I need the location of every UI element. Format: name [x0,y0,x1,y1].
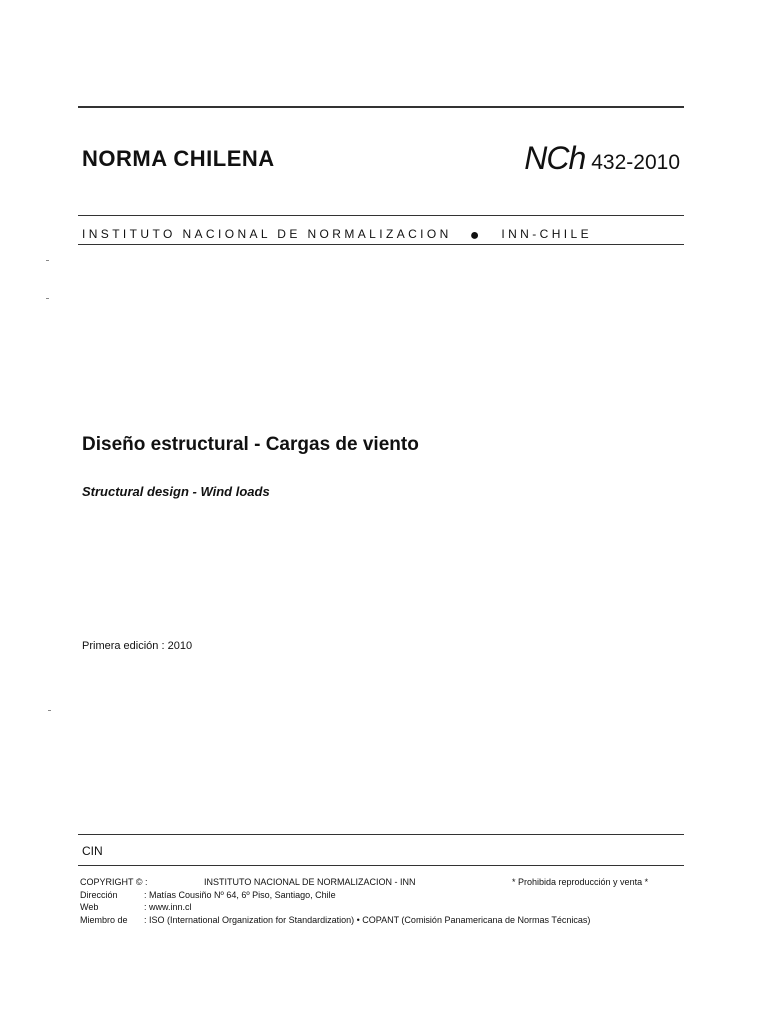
institute-top-rule [78,215,684,216]
web-row [80,901,686,914]
edition-label: Primera edición [82,640,159,652]
edition-separator: : [161,640,165,652]
bullet-icon: ● [469,227,480,244]
standard-code [524,140,680,177]
address-row [80,889,686,902]
classification-top-rule [78,834,684,835]
institute-bottom-rule [78,244,684,245]
classification-code: CIN [82,844,103,858]
web-value: : www.inn.cl [144,902,192,912]
standard-type-title: NORMA CHILENA [82,146,275,171]
scan-speck [46,260,49,261]
institute-line [82,227,592,245]
classification-bottom-rule [78,865,684,866]
member-row [80,914,686,927]
member-value: : ISO (International Organization for Standardization) • COPANT (Comisión Panamericana de Normas Técnicas) [144,914,591,925]
copyright-label: COPYRIGHT © : [80,877,148,887]
edition-year: 2010 [167,640,193,652]
web-label: Web [80,902,99,912]
document-title-english: Structural design - Wind loads [82,484,270,499]
institute-abbrev: INN-CHILE [501,227,592,241]
member-label: Miembro de [80,914,128,925]
standard-code-number: 432-2010 [591,151,680,174]
prohibition-notice: * Prohibida reproducción y venta * [512,877,649,887]
copyright-footer [80,876,686,926]
institute-name: INSTITUTO NACIONAL DE NORMALIZACION [82,227,452,241]
document-title-spanish: Diseño estructural - Cargas de viento [82,434,419,455]
edition-info [82,640,192,652]
copyright-row [80,876,686,889]
scan-speck [48,710,51,711]
address-value: : Matías Cousiño Nº 64, 6º Piso, Santiago, Chile [144,889,336,900]
standard-code-prefix: NCh [524,140,586,176]
copyright-holder: INSTITUTO NACIONAL DE NORMALIZACION - INN [204,877,416,887]
top-rule [78,106,684,108]
scan-speck [46,298,49,299]
address-label: Dirección [80,889,118,900]
